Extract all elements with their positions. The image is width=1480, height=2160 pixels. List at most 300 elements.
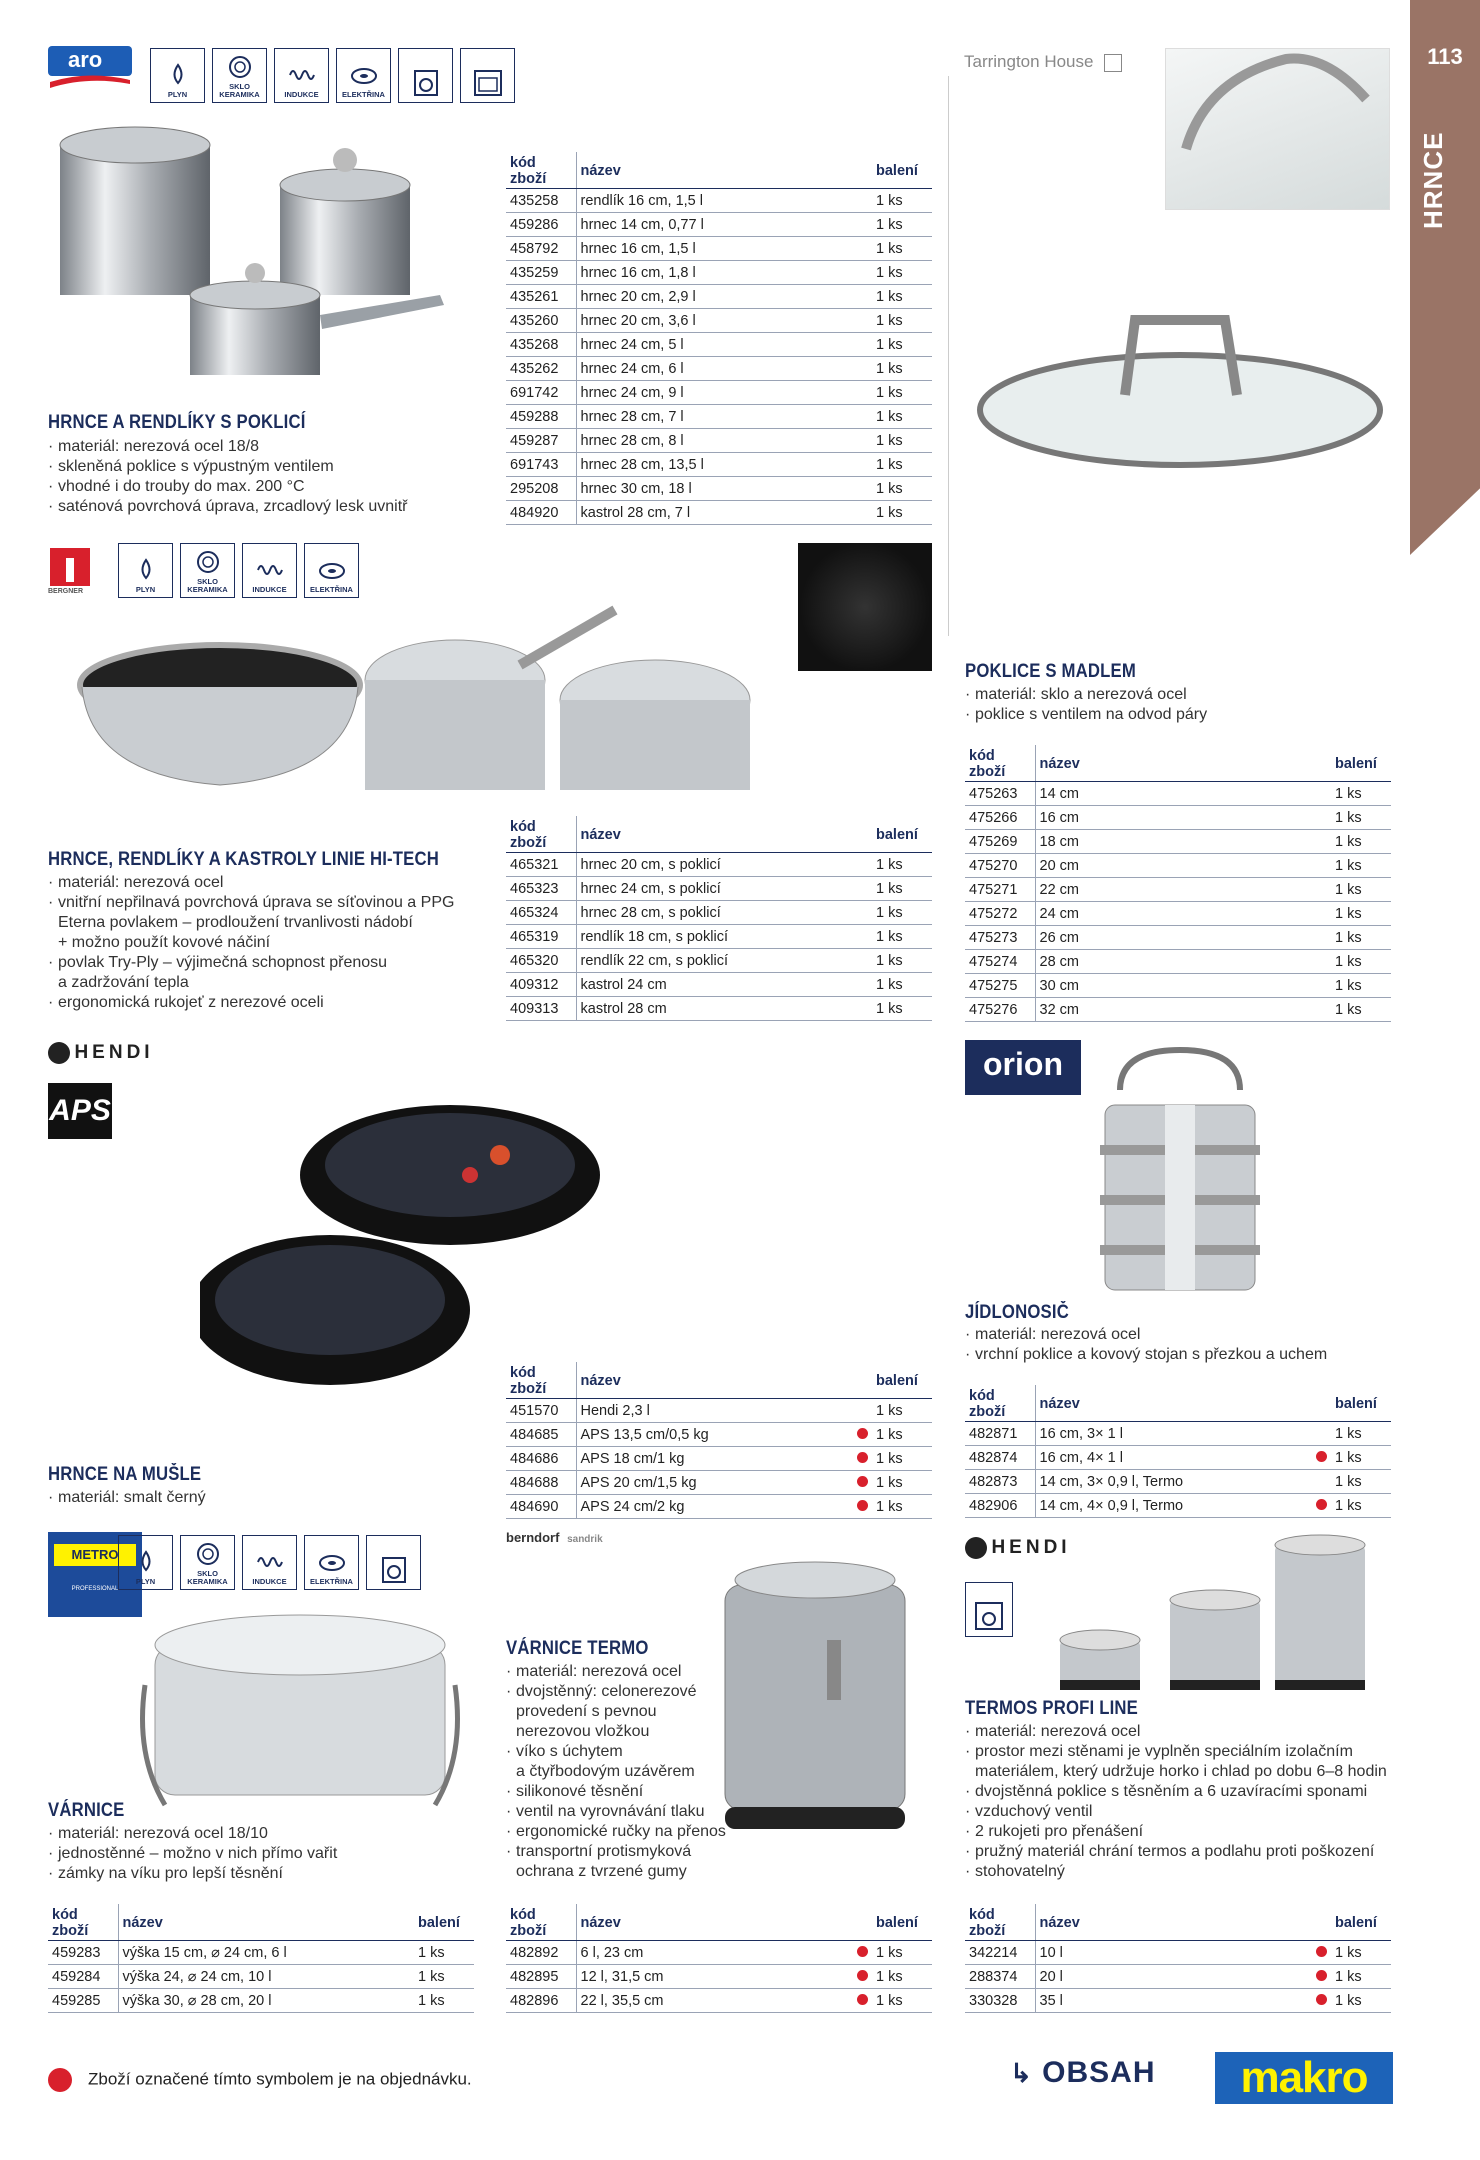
table-row [506,1471,932,1495]
table-header-dot [1303,1385,1331,1422]
icon-label: SKLO KERAMIKA [219,82,260,99]
table-row [965,830,1391,854]
table-header-code: kód zboží [506,1362,576,1399]
bullet-item: · jednostěnné – možno v nich přímo vařit [48,1844,468,1864]
order-cell [1303,902,1331,926]
order-cell [1303,854,1331,878]
order-cell [844,925,872,949]
product-title: JÍDLONOSIČ [965,1302,1069,1323]
orion-logo: orion [965,1040,1081,1095]
product-name: rendlík 18 cm, s poklicí [576,925,844,949]
gas-flame-icon [150,48,205,103]
product-name: hrnec 24 cm, s poklicí [576,877,844,901]
product-code: 459287 [506,429,576,453]
table-header-pk: balení [1331,1904,1391,1941]
product-code: 435259 [506,261,576,285]
product-pack: 1 ks [1331,1965,1391,1989]
order-dot-icon [1316,1994,1327,2005]
product-name: 26 cm [1035,926,1303,950]
gas-flame-icon [118,543,173,598]
order-cell [1303,1941,1331,1965]
product-name: 22 cm [1035,878,1303,902]
product-code: 435258 [506,189,576,213]
table-row [965,854,1391,878]
table-header-dot [1303,1904,1331,1941]
product-title: HRNCE NA MUŠLE [48,1464,202,1485]
table-row [506,1399,932,1423]
product-pack: 1 ks [872,405,932,429]
product-name: Hendi 2,3 l [576,1399,844,1423]
product-name: 35 l [1035,1989,1303,2013]
table-header-name: název [1035,1385,1303,1422]
product-name: hrnec 30 cm, 18 l [576,477,844,501]
product-bullets [48,437,508,517]
product-name: hrnec 24 cm, 6 l [576,357,844,381]
order-cell [844,997,872,1021]
order-cell [844,405,872,429]
product-code: 458792 [506,237,576,261]
dishwasher-icon [366,1535,421,1590]
bullet-item: · povlak Try-Ply – výjimečná schopnost přenosu a zadržování tepla [48,953,508,993]
product-name: 18 cm [1035,830,1303,854]
product-code: 475272 [965,902,1035,926]
table-row [506,997,932,1021]
bullet-item: · materiál: sklo a nerezová ocel [965,685,1385,705]
order-cell [1303,998,1331,1022]
bullet-item: · prostor mezi stěnami je vyplněn speciálním izolačním materiálem, který udržuje horko i chlad po dobu 6–8 hodin [965,1742,1405,1782]
table-row [506,477,932,501]
product-table [506,1362,932,1519]
order-cell [844,261,872,285]
product-code: 342214 [965,1941,1035,1965]
table-header-dot [844,152,872,189]
product-code: 475269 [965,830,1035,854]
order-dot-icon [1316,1451,1327,1462]
product-code: 409312 [506,973,576,997]
product-code: 484688 [506,1471,576,1495]
table-row [506,405,932,429]
product-pack: 1 ks [872,925,932,949]
product-table [506,816,932,1021]
table-row [506,853,932,877]
icon-label: INDUKCE [284,90,319,99]
order-cell [1303,1494,1331,1518]
table-row [965,902,1391,926]
product-title: VÁRNICE TERMO [506,1638,649,1659]
table-row [965,806,1391,830]
product-name: hrnec 16 cm, 1,8 l [576,261,844,285]
product-code: 484685 [506,1423,576,1447]
product-bullets [506,1662,736,1882]
product-pack: 1 ks [872,381,932,405]
table-header-dot [386,1904,414,1941]
product-code: 482896 [506,1989,576,2013]
product-pack: 1 ks [1331,902,1391,926]
table-header-code: kód zboží [965,1385,1035,1422]
bullet-item: · dvojstěnná poklice s těsněním a 6 uzavíracími sponami [965,1782,1405,1802]
metro-logo: METRO PROFESSIONAL [48,1532,142,1617]
product-name: hrnec 24 cm, 9 l [576,381,844,405]
mussel-pots-image [200,1085,680,1395]
table-header-name: název [1035,745,1303,782]
page-number: 113 [1427,44,1463,69]
product-name: hrnec 20 cm, s poklicí [576,853,844,877]
order-dot-icon [1316,1970,1327,1981]
table-row [965,926,1391,950]
order-cell [844,949,872,973]
order-cell [844,285,872,309]
product-title: HRNCE A RENDLÍKY S POKLICÍ [48,412,306,433]
table-row [965,950,1391,974]
electric-hob-icon [304,1535,359,1590]
table-row [506,1447,932,1471]
table-row [506,1423,932,1447]
table-header-name: název [576,152,844,189]
product-table [506,152,932,525]
order-cell [844,477,872,501]
product-title: POKLICE S MADLEM [965,661,1136,682]
hitech-pots-image [70,595,820,815]
product-pack: 1 ks [872,357,932,381]
product-code: 475266 [965,806,1035,830]
order-cell [386,1941,414,1965]
order-dot-icon [857,1476,868,1487]
table-row [506,949,932,973]
order-dot-icon [857,1452,868,1463]
order-dot-icon [857,1428,868,1439]
product-pack: 1 ks [1331,854,1391,878]
product-name: APS 20 cm/1,5 kg [576,1471,844,1495]
table-row [506,285,932,309]
product-pack: 1 ks [872,877,932,901]
table-row [965,878,1391,902]
product-name: kastrol 28 cm [576,997,844,1021]
product-pack: 1 ks [1331,806,1391,830]
table-row [965,1422,1391,1446]
table-header-pk: balení [872,816,932,853]
product-pack: 1 ks [872,1495,932,1519]
product-code: 451570 [506,1399,576,1423]
product-name: 20 l [1035,1965,1303,1989]
table-header-code: kód zboží [965,745,1035,782]
electric-hob-icon [336,48,391,103]
order-cell [1303,1965,1331,1989]
product-code: 691743 [506,453,576,477]
order-dot-icon [857,1994,868,2005]
product-pack: 1 ks [872,901,932,925]
product-name: rendlík 22 cm, s poklicí [576,949,844,973]
thermos-image [1050,1530,1370,1695]
table-row [506,261,932,285]
induction-icon [242,543,297,598]
table-row [965,1446,1391,1470]
product-name: 28 cm [1035,950,1303,974]
product-table [965,1904,1391,2013]
table-header-code: kód zboží [48,1904,118,1941]
bullet-item: · transportní protismyková ochrana z tvrzené gumy [506,1842,736,1882]
table-row [506,1495,932,1519]
lid-closeup-image [1165,48,1390,210]
product-name: 16 cm, 4× 1 l [1035,1446,1303,1470]
induction-icon [274,48,329,103]
table-row [965,782,1391,806]
bullet-item: · pružný materiál chrání termos a podlahu proti poškození [965,1842,1405,1862]
product-pack: 1 ks [872,189,932,213]
order-cell [844,453,872,477]
product-code: 459284 [48,1965,118,1989]
order-dot-icon [857,1500,868,1511]
order-cell [1303,926,1331,950]
order-cell [1303,1989,1331,2013]
icon-label: INDUKCE [252,1577,287,1586]
product-code: 435260 [506,309,576,333]
product-pack: 1 ks [414,1989,474,2013]
order-dot-icon [1316,1499,1327,1510]
product-name: APS 13,5 cm/0,5 kg [576,1423,844,1447]
table-row [506,333,932,357]
table-header-pk: balení [872,152,932,189]
product-name: hrnec 20 cm, 2,9 l [576,285,844,309]
icon-label: ELEKTŘINA [310,1577,353,1586]
order-cell [844,1423,872,1447]
icon-label: PLYN [167,90,188,99]
icon-label: ELEKTŘINA [310,585,353,594]
order-cell [844,237,872,261]
order-cell [844,1941,872,1965]
bullet-item: · 2 rukojeti pro přenášení [965,1822,1405,1842]
table-row [506,1965,932,1989]
ceramic-hob-icon [212,48,267,103]
product-name: výška 30, ⌀ 28 cm, 20 l [118,1989,386,2013]
order-cell [844,333,872,357]
bullet-item: · materiál: nerezová ocel [48,873,508,893]
order-cell [1303,974,1331,998]
order-dot-icon [1316,1946,1327,1957]
product-pack: 1 ks [1331,1470,1391,1494]
product-code: 475270 [965,854,1035,878]
bullet-item: · ergonomická rukojeť z nerezové oceli [48,993,508,1013]
product-code: 691742 [506,381,576,405]
order-cell [844,1399,872,1423]
order-cell [844,853,872,877]
bullet-item: · saténová povrchová úprava, zrcadlový lesk uvnitř [48,497,508,517]
product-pack: 1 ks [872,237,932,261]
product-table [965,1385,1391,1518]
table-row [965,998,1391,1022]
product-code: 482874 [965,1446,1035,1470]
product-bullets [48,1824,468,1884]
table-row [506,1989,932,2013]
bullet-item: · materiál: nerezová ocel [965,1325,1385,1345]
bullet-item: · materiál: smalt černý [48,1488,348,1508]
table-row [506,357,932,381]
table-row [506,501,932,525]
table-header-pk: balení [872,1904,932,1941]
order-dot-icon [857,1970,868,1981]
product-bullets [965,1722,1405,1882]
ceramic-hob-icon [180,543,235,598]
product-name: kastrol 24 cm [576,973,844,997]
table-row [965,1965,1391,1989]
table-row [965,1470,1391,1494]
product-pack: 1 ks [872,1989,932,2013]
product-pack: 1 ks [872,213,932,237]
house-icon [1104,54,1122,72]
product-name: 10 l [1035,1941,1303,1965]
table-row [506,973,932,997]
dishwasher-icon [398,48,453,103]
icon-label: INDUKCE [252,585,287,594]
icon-label: PLYN [135,1577,156,1586]
bullet-item: · materiál: nerezová ocel [506,1662,736,1682]
table-header-dot [844,1362,872,1399]
table-row [506,429,932,453]
product-bullets [48,873,508,1013]
product-name: hrnec 28 cm, s poklicí [576,901,844,925]
product-pack: 1 ks [414,1965,474,1989]
product-code: 475263 [965,782,1035,806]
product-code: 475276 [965,998,1035,1022]
product-code: 484690 [506,1495,576,1519]
order-cell [1303,950,1331,974]
order-cell [844,381,872,405]
stockpot-image [135,1605,465,1820]
order-cell [844,189,872,213]
bullet-item: · zámky na víku pro lepší těsnění [48,1864,468,1884]
ceramic-hob-icon [180,1535,235,1590]
order-footnote: Zboží označené tímto symbolem je na objednávku. [48,2068,472,2092]
product-table [48,1904,474,2013]
bullet-item: · vnitřní nepřilnavá povrchová úprava se síťovinou a PPG Eterna povlakem – prodloužení trvanlivosti nádobí + možno použít kovové náčiní [48,893,508,953]
product-pack: 1 ks [1331,878,1391,902]
product-pack: 1 ks [1331,830,1391,854]
product-code: 475271 [965,878,1035,902]
product-pack: 1 ks [1331,1422,1391,1446]
section-label: HRNCE [1418,131,1448,229]
table-row [506,189,932,213]
table-header-name: název [1035,1904,1303,1941]
product-name: hrnec 28 cm, 8 l [576,429,844,453]
product-name: hrnec 28 cm, 7 l [576,405,844,429]
food-carrier-image [1090,1045,1270,1300]
bullet-item: · vzduchový ventil [965,1802,1405,1822]
lid-image [975,300,1385,470]
table-header-dot [1303,745,1331,782]
table-row [506,237,932,261]
product-name: 16 cm [1035,806,1303,830]
table-row [506,213,932,237]
product-pack: 1 ks [1331,950,1391,974]
product-pack: 1 ks [872,1399,932,1423]
product-pack: 1 ks [872,453,932,477]
thermo-pot-image [715,1545,915,1840]
table-header-pk: balení [1331,1385,1391,1422]
bullet-item: · vhodné i do trouby do max. 200 °C [48,477,508,497]
table-row [965,1989,1391,2013]
bullet-item: · materiál: nerezová ocel 18/10 [48,1824,468,1844]
product-code: 295208 [506,477,576,501]
product-code: 484686 [506,1447,576,1471]
product-pack: 1 ks [1331,782,1391,806]
bullet-item: · ergonomické ručky na přenos [506,1822,736,1842]
order-cell [1303,1422,1331,1446]
order-cell [844,973,872,997]
dishwasher-icon [965,1582,1013,1637]
hendi-logo: HENDI [48,1042,154,1064]
bullet-item: · stohovatelný [965,1862,1405,1882]
table-row [506,309,932,333]
product-pack: 1 ks [1331,1989,1391,2013]
product-code: 475274 [965,950,1035,974]
table-row [965,1941,1391,1965]
product-code: 482873 [965,1470,1035,1494]
hendi-mark-icon [965,1537,987,1559]
bullet-item: · vrchní poklice a kovový stojan s přezkou a uchem [965,1345,1385,1365]
table-row [506,1941,932,1965]
table-header-pk: balení [1331,745,1391,782]
obsah-link[interactable]: ↳ OBSAH [1010,2056,1156,2089]
order-cell [844,901,872,925]
product-title: TERMOS PROFI LINE [965,1698,1138,1719]
order-cell [1303,782,1331,806]
aro-logo: aro [48,46,132,88]
product-name: hrnec 28 cm, 13,5 l [576,453,844,477]
product-bullets [965,685,1385,725]
hendi-mark-icon [48,1042,70,1064]
product-pack: 1 ks [414,1941,474,1965]
product-name: 30 cm [1035,974,1303,998]
product-name: výška 15 cm, ⌀ 24 cm, 6 l [118,1941,386,1965]
product-name: 22 l, 35,5 cm [576,1989,844,2013]
product-pack: 1 ks [872,261,932,285]
induction-icon [242,1535,297,1590]
table-row [506,381,932,405]
aps-logo: APS [48,1083,112,1139]
table-row [965,1494,1391,1518]
product-bullets [965,1325,1385,1365]
product-code: 475275 [965,974,1035,998]
product-code: 482895 [506,1965,576,1989]
product-code: 459285 [48,1989,118,2013]
product-pack: 1 ks [872,501,932,525]
order-cell [1303,878,1331,902]
table-header-code: kód zboží [506,1904,576,1941]
order-dot-icon [48,2068,72,2092]
product-name: 20 cm [1035,854,1303,878]
product-code: 288374 [965,1965,1035,1989]
icon-label: ELEKTŘINA [342,90,385,99]
order-cell [1303,806,1331,830]
table-header-code: kód zboží [506,152,576,189]
product-table [506,1904,932,2013]
product-pack: 1 ks [872,949,932,973]
arrow-icon: ↳ [1010,2058,1033,2088]
table-header-pk: balení [872,1362,932,1399]
product-pack: 1 ks [1331,1494,1391,1518]
section-band [1410,0,1480,555]
product-name: 6 l, 23 cm [576,1941,844,1965]
berndorf-logo: berndorf sandrik [506,1530,603,1545]
table-header-code: kód zboží [506,816,576,853]
product-code: 459286 [506,213,576,237]
table-header-dot [844,816,872,853]
order-cell [844,429,872,453]
order-cell [1303,1470,1331,1494]
product-pack: 1 ks [872,1423,932,1447]
product-name: 14 cm [1035,782,1303,806]
product-pack: 1 ks [872,973,932,997]
product-name: hrnec 16 cm, 1,5 l [576,237,844,261]
